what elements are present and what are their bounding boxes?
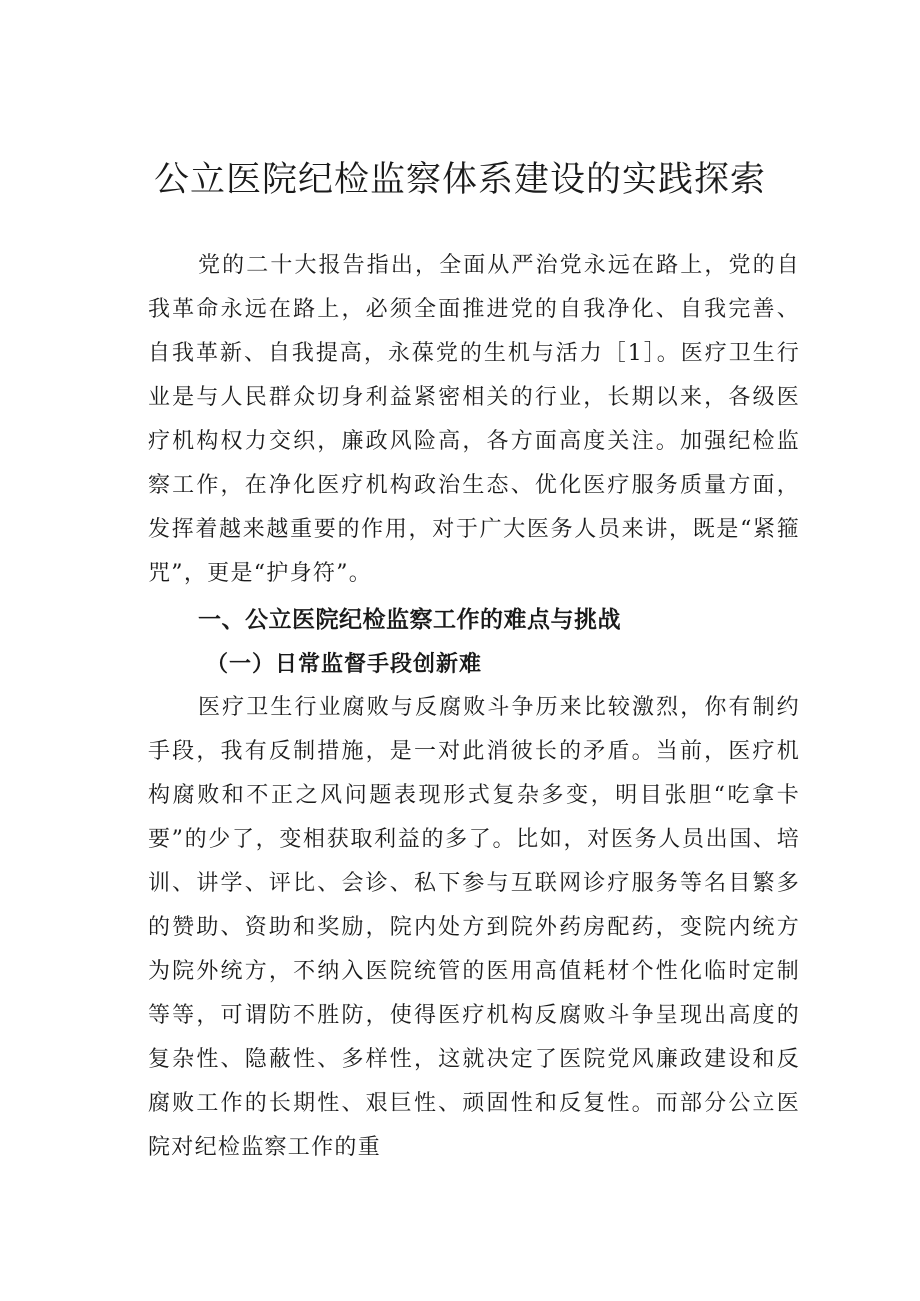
paragraph-intro: 党的二十大报告指出，全面从严治党永远在路上，党的自我革命永远在路上，必须全面推进党的自我净化、自我完善、自我革新、自我提高，永葆党的生机与活力［1］。医疗卫生行业是与人民群众切身利益紧密相关的行业，长期以来，各级医疗机构权力交织，廉政风险高，各方面高度关注。加强纪检监察工作，在净化医疗机构政治生态、优化医疗服务质量方面，发挥着越来越重要的作用，对于广大医务人员来讲，既是“紧箍咒”，更是“护身符”。 — [148, 253, 800, 586]
paragraph-section-1: 医疗卫生行业腐败与反腐败斗争历来比较激烈，你有制约手段，我有反制措施，是一对此消彼长的矛盾。当前，医疗机构腐败和不正之风问题表现形式复杂多变，明目张胆“吃拿卡要”的少了，变相获取利益的多了。比如，对医务人员出国、培训、讲学、评比、会诊、私下参与互联网诊疗服务等名目繁多的赞助、资助和奖励，院内处方到院外药房配药，变院内统方为院外统方，不纳入医院统管的医用高值耗材个性化临时定制等等，可谓防不胜防，使得医疗机构反腐败斗争呈现出高度的复杂性、隐蔽性、多样性，这就决定了医院党风廉政建设和反腐败工作的长期性、艰巨性、顽固性和反复性。而部分公立医院对纪检监察工作的重 — [148, 695, 800, 1160]
document-title: 公立医院纪检监察体系建设的实践探索 — [153, 160, 766, 200]
subsection-heading-1: （一）日常监督手段创新难 — [206, 651, 483, 677]
section-heading-1: 一、公立医院纪检监察工作的难点与挑战 — [198, 607, 621, 633]
